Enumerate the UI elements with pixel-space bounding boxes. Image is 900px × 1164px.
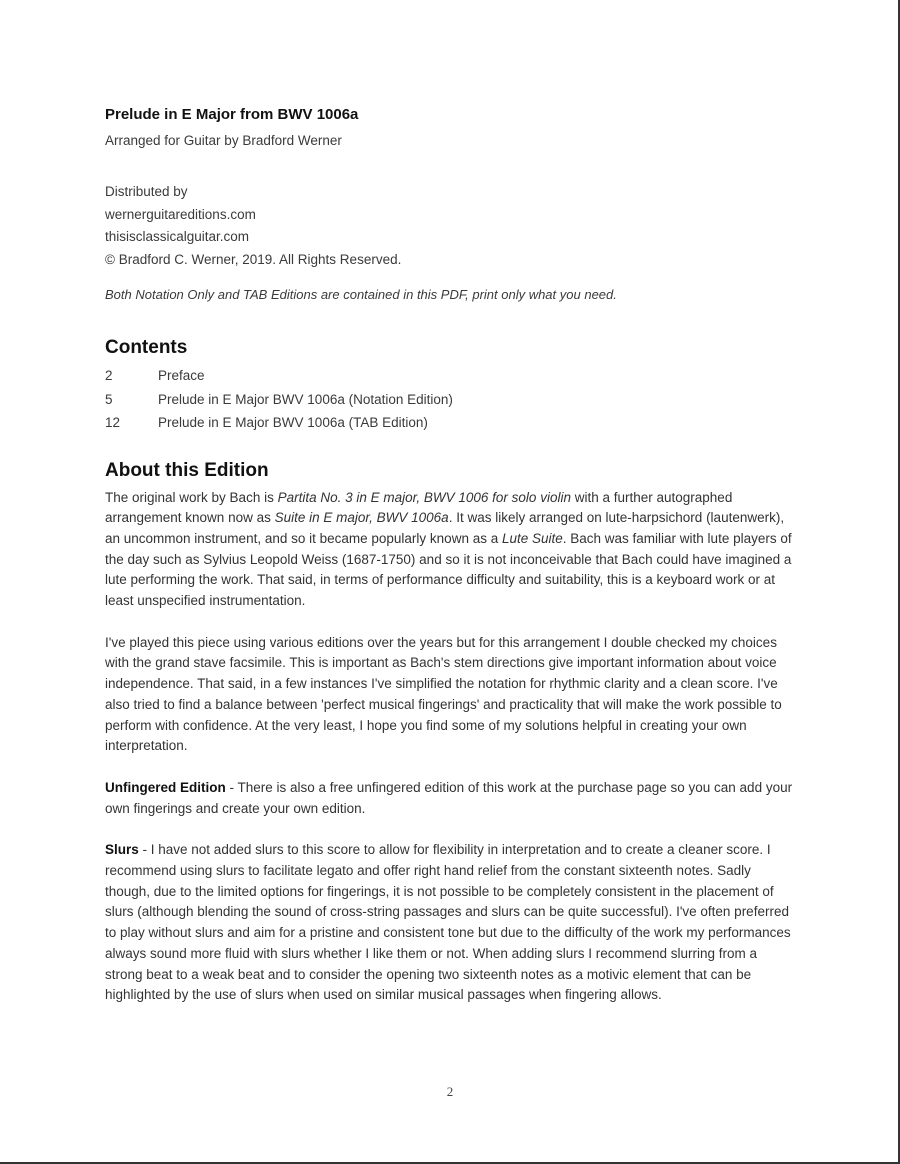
work-title: Suite in E major, BWV 1006a (274, 510, 449, 526)
text-run: - There is also a free unfingered edition of this work at the purchase page so you can add your own fingerings and create your own edition. (105, 779, 793, 816)
section-label: Slurs (105, 842, 139, 858)
page-number: 2 (446, 1084, 454, 1099)
toc-page-number: 12 (105, 415, 121, 430)
copyright-line: © Bradford C. Werner, 2019. All Rights Reserved. (105, 251, 402, 267)
toc-item (105, 388, 795, 412)
about-paragraph-unfingered (105, 778, 795, 819)
work-title: Lute Suite (501, 530, 563, 546)
text-run: . Bach was familiar with lute players of the day such as Sylvius Leopold Weiss (1687-1750) and so it is not inconceivable that Bach could have imagined a lute performing the work. That said, in terms of performance difficulty and suitability, this is a keyboard work or at least unspecified instrumentation. (105, 530, 792, 609)
toc-page-number: 5 (105, 391, 113, 407)
text-run: - I have not added slurs to this score to allow for flexibility in interpretation and to create a cleaner score. I recommend using slurs to facilitate legato and offer right hand relief from the constant sixteenth notes. Sadly though, due to the limited options for fingerings, it is not possible to be completely consistent in the placement of slurs (although blending the sound of cross-string passages and slurs can be quite successful). I've often preferred to play without slurs and aim for a pristine and consistent tone but due to the difficulty of the work my performances always sound more fluid with slurs whether I like them or not. When adding slurs I recommend slurring from a strong beat to a weak beat and to consider the opening two sixteenth notes as a motivic element that can be highlighted by the use of slurs when used on similar musical passages when fingering allows. (105, 842, 791, 1003)
toc-page-number: 2 (105, 368, 113, 383)
about-paragraph-origin (105, 488, 795, 612)
distribution-line: wernerguitareditions.com (105, 206, 256, 222)
contents-heading: Contents (105, 337, 188, 358)
text-run: with a further autographed arrangement known now as (105, 489, 733, 526)
document-page (105, 104, 795, 1006)
text-run: . It was likely arranged on lute-harpsichord (lautenwerk), an uncommon instrument, and so it became popularly known as a (105, 510, 785, 546)
distribution-line: thisisclassicalguitar.com (105, 229, 250, 244)
document-subtitle: Arranged for Guitar by Bradford Werner (105, 133, 342, 148)
toc-item (105, 364, 795, 388)
about-body (105, 488, 795, 1006)
about-paragraph-slurs (105, 840, 795, 1006)
document-title: Prelude in E Major from BWV 1006a (105, 106, 359, 123)
distribution-block (105, 181, 795, 271)
work-title: Partita No. 3 in E major, BWV 1006 for solo violin (277, 489, 571, 505)
print-note: Both Notation Only and TAB Editions are contained in this PDF, print only what you need. (105, 287, 617, 302)
table-of-contents (105, 364, 795, 435)
toc-label: Preface (158, 368, 205, 383)
toc-label: Prelude in E Major BWV 1006a (Notation Edition) (158, 391, 453, 407)
toc-item (105, 411, 795, 435)
text-run: The original work by Bach is (105, 489, 278, 505)
about-paragraph-editions: I've played this piece using various editions over the years but for this arrangement I double checked my choices with the grand stave facsimile. This is important as Bach's stem directions give important information about voice independence. That said, in a few instances I've simplified the notation for rhythmic clarity and a clean score. I've also tried to find a balance between 'perfect musical fingerings' and practicality that will make the work possible to perform with confidence. At the very least, I hope you find some of my solutions helpful in creating your own interpretation. (105, 634, 782, 754)
toc-label: Prelude in E Major BWV 1006a (TAB Edition) (158, 415, 428, 430)
section-label: Unfingered Edition (105, 779, 226, 795)
distribution-line: Distributed by (105, 184, 188, 199)
about-heading: About this Edition (105, 459, 269, 481)
